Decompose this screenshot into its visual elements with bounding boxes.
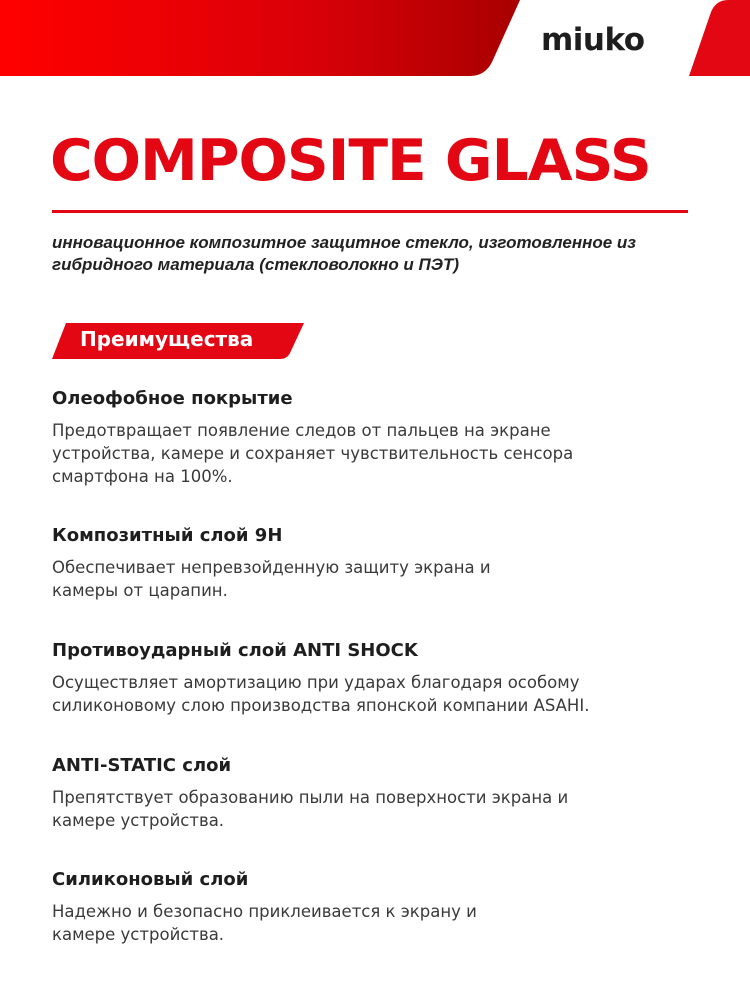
feature-item [52,388,712,488]
feature-text: Предотвращает появление следов от пальцев на экране устройства, камере и сохраняет чувствительность сенсора смартфона на 100%. [52,421,574,486]
page-title: COMPOSITE GLASS [50,128,651,194]
feature-item [52,525,712,602]
feature-text: Препятствует образованию пыли на поверхности экрана и камере устройства. [52,788,569,830]
advantages-badge-label: Преимущества [80,327,254,351]
feature-title: Силиконовый слой [52,869,249,890]
feature-item [52,755,712,832]
feature-title: Олеофобное покрытие [52,388,293,409]
brand-logo: miuko [541,22,645,58]
feature-title: ANTI-STATIC слой [52,755,232,776]
feature-text: Надежно и безопасно приклеивается к экрану и камере устройства. [52,902,477,944]
feature-item [52,640,712,717]
feature-text: Осуществляет амортизацию при ударах благодаря особому силиконовому слою производства японской компании ASAHI. [52,673,590,715]
subtitle: инновационное композитное защитное стекло, изготовленное из гибридного материала (стекловолокно и ПЭТ) [52,233,636,274]
title-divider [52,210,688,213]
feature-title: Композитный слой 9H [52,525,283,546]
feature-title: Противоударный слой ANTI SHOCK [52,640,418,661]
feature-item [52,869,712,946]
advantages-badge [52,323,304,359]
feature-text: Обеспечивает непревзойденную защиту экрана и камеры от царапин. [52,558,491,600]
